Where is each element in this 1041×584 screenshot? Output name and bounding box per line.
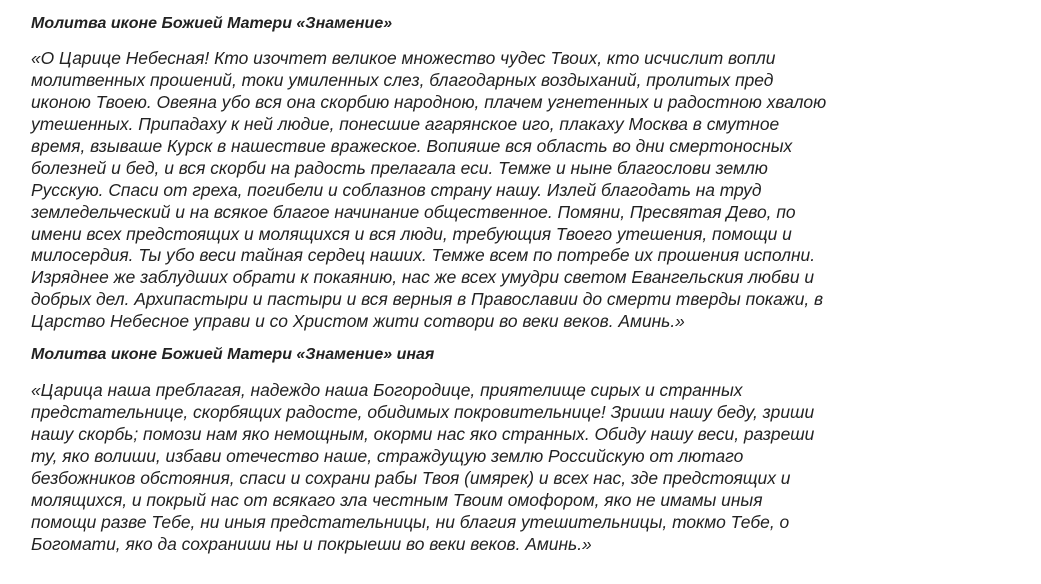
prayer-line: безбожников обстояния, спаси и сохрани рабы Твоя (имярек) и всех нас, зде предстоящих и xyxy=(31,467,791,488)
prayer-line: добрых дел. Архипастыри и пастыри и вся верныя в Православии до смерти тверды покажи, в xyxy=(31,289,824,310)
prayer-line: Изряднее же заблудших обрати к покаянию, нас же всех умудри светом Евангельския любви и xyxy=(31,267,814,288)
prayer-heading-znamenie-other: Молитва иконе Божией Матери «Знамение» иная xyxy=(31,346,435,364)
prayer-text-znamenie xyxy=(31,48,881,333)
prayer-line: помощи разве Тебе, ни иныя предстательницы, ни благия утешительницы, токмо Тебе, о xyxy=(31,511,790,532)
prayer-line: иконою Твоею. Овеяна убо вся она скорбию народною, плачем угнетенных и радостною хвалою xyxy=(31,91,827,112)
prayer-line: предстательнице, скорбящих радосте, обидимых покровительнице! Зриши нашу беду, зриши xyxy=(31,402,815,423)
prayer-line: Царство Небесное управи и со Христом жити сотвори во веки веков. Аминь.» xyxy=(31,311,685,332)
prayer-line: имени всех предстоящих и молящихся и вся люди, требующия Твоего утешения, помощи и xyxy=(31,223,792,244)
prayer-line: время, взываше Курск в нашествие вражеское. Вопияше вся область во дни смертоносных xyxy=(31,135,793,156)
prayer-line: милосердия. Ты убо веси тайная сердец наших. Темже всем по потребе их прошения исполни. xyxy=(31,245,816,266)
prayer-line: Русскую. Спаси от греха, погибели и соблазнов страну нашу. Излей благодать на труд xyxy=(31,179,762,200)
prayer-line: ту, яко волиши, избави отечество наше, страждущую землю Российскую от лютаго xyxy=(31,446,744,466)
prayer-line: утешенных. Припадаху к ней людие, понесшие агарянское иго, плакаху Москва в смутное xyxy=(31,113,780,134)
prayer-heading-znamenie: Молитва иконе Божией Матери «Знамение» xyxy=(31,15,393,32)
prayer-line: «Царица наша преблагая, надеждо наша Богородице, приятелище сирых и странных xyxy=(31,380,743,401)
prayer-line: «О Царице Небесная! Кто изочтет великое множество чудес Твоих, кто исчислит вопли xyxy=(31,48,776,68)
prayer-line: Богомати, яко да сохраниши ны и покрыеши во веки веков. Аминь.» xyxy=(31,533,592,554)
prayer-line: нашу скорбь; помози нам яко немощным, окорми нас яко странных. Обиду нашу веси, разреши xyxy=(31,424,815,445)
prayer-line: молитвенных прошений, токи умиленных слез, благодарных воздыханий, пролитых пред xyxy=(31,69,774,90)
prayer-line: земледельческий и на всякое благое начинание общественное. Помяни, Пресвятая Дево, по xyxy=(31,201,796,222)
prayer-text-znamenie-other xyxy=(31,380,881,556)
prayer-line: болезней и бед, и вся скорби на радость прелагала еси. Темже и ныне благослови землю xyxy=(31,157,768,178)
prayer-article xyxy=(31,12,881,556)
prayer-line: молящихся, и покрый нас от всякаго зла честным Твоим омофором, яко не имамы иныя xyxy=(31,489,763,510)
